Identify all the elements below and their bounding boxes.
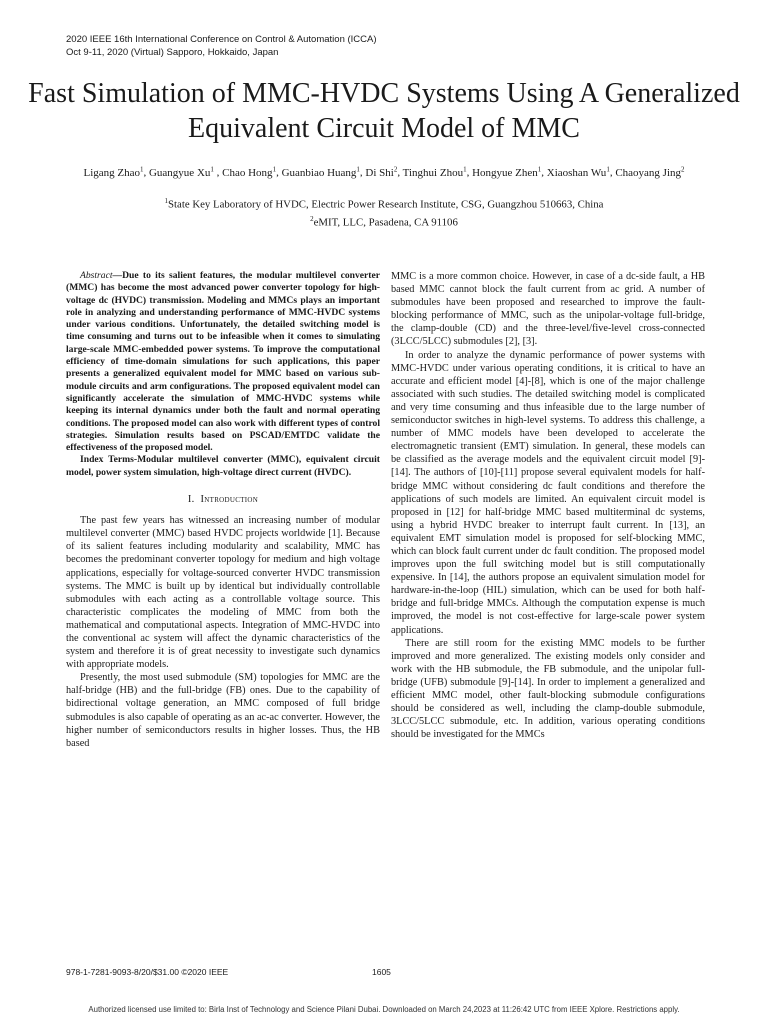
author: Ligang Zhao$^1$ [83,165,144,179]
paper-title: Fast Simulation of MMC-HVDC Systems Using A Generalized Equivalent Circuit Model of MMC [28,78,740,144]
author: Di Shi$^2$ [365,165,398,179]
left-column [66,270,380,750]
paragraph: MMC is a more common choice. However, in case of a dc-side fault, a HB based MMC cannot block the fault current from ac grid. A number of submodules have been proposed and researched to improve the fault-blocking performance of MMC, such as the unipolar-voltage full-bridge, the clamp-double (CD) and the three-level/five-level cross-connected (3LCC/5LCC) submodules [2], [3]. [391,271,705,348]
copyright-footer: 978-1-7281-9093-8/20/$31.00 ©2020 IEEE [66,967,229,977]
abstract: Abstract—Due to its salient features, the modular multilevel converter (MMC) has become the most advanced power converter topology for high-voltage dc (HVDC) transmission. Modeling and MMCs plays an important role in analyzing and understanding performance of MMC-HVDC systems under various conditions. Unfortunately, the detailed switching model is time consuming and turns out to be infeasible when it comes to simulating large-scale MMC-embedded power systems. To improve the computational efficiency of time-domain simulations for such applications, this paper presents a generalized equivalent model for MMC based on various sub-module circuits and arm configurations. The proposed equivalent model can significantly accelerate the simulation of MMC-HVDC systems while keeping its internal dynamics under both the fault and normal operating conditions. The proposed model can also work with different types of control strategies. Simulation results based on PSCAD/EMTDC validate the effectiveness of the proposed model. [66,270,380,454]
paragraph: Presently, the most used submodule (SM) topologies for MMC are the half-bridge (HB) and the full-bridge (FB) ones. Due to the capability of bidirectional voltage generation, an MMC composed of full bridge submodules is also capable of operating as an ac-ac converter. However, the higher number of semiconductors results in higher losses. Thus, the HB based [66,672,380,749]
author: Hongyue Zhen$^1$ [472,165,542,179]
index-terms: Index Terms-Modular multilevel converter (MMC), equivalent circuit model, power system simulation, high-voltage direct current (HVDC). [66,454,380,478]
author: Xiaoshan Wu$^1$ [546,165,610,179]
author: Chao Hong$^1$ [222,165,277,179]
author: Chaoyang Jing$^2$ [615,165,685,179]
affiliation-1: $^1$State Key Laboratory of HVDC, Electric Power Research Institute, CSG, Guangzhou 510663, China [164,197,604,211]
author: Guanbiao Huang$^1$ [281,165,360,179]
paragraph: There are still room for the existing MMC models to be further improved and more generalized. The existing models only consider and work with the HB submodule, the FB submodule, and the unipolar full-bridge (UFB) submodule [9]-[14]. In order to implement a generalized and efficient MMC model, other fault-blocking submodule configurations should be considered as well, including the clamp-double submodule, 3LCC/5LCC submodule, etc. In addition, various operating conditions should be investigated for the MMCs [391,637,705,741]
affiliation-2: $^2$eMIT, LLC, Pasadena, CA 91106 [310,214,458,229]
page-number: 1605 [372,967,391,977]
author: Guangyue Xu$^1$ [148,165,214,179]
paragraph: The past few years has witnessed an increasing number of modular multilevel converter (MMC) based HVDC projects worldwide [1]. Because of its salient features including modularity and scalability, MMC has becomes the predominant converter topology for medium and high voltage applications, especially for voltage-sourced converter HVDC transmission systems. The MMC is built up by identical but individually controllable submodules with each acting as a controllable voltage source. This characteristic complicates the modeling of MMC from both the mathematical and computational aspects. Integration of MMC-HVDC into the conventional ac system will affect the dynamic characteristics of the system and therefore it is of great necessity to investigate such dynamics with appropriate models. [66,515,380,671]
author-list: Ligang Zhao$^1$, Guangyue Xu$^1$ , Chao Hong$^1$, Guanbiao Huang$^1$, Di Shi$^2$, Tinghui Zhou$^1$, Hongyue Zhen$^1$, Xiaoshan Wu$^1$, Chaoyang Jing$^2$ [83,165,685,179]
author: Tinghui Zhou$^1$ [402,165,467,179]
section-heading-introduction: I. Introduction [187,494,259,506]
license-notice: Authorized licensed use limited to: Birla Inst of Technology and Science Pilani Dubai. Downloaded on March 24,2023 at 11:26:42 UTC from IEEE Xplore. Restrictions apply. [88,1005,680,1014]
conference-name: 2020 IEEE 16th International Conference on Control & Automation (ICCA) [66,34,377,45]
right-column [391,270,705,741]
affiliations [40,194,728,229]
conference-header [66,34,377,59]
abstract-text: Due to its salient features, the modular multilevel converter (MMC) has become the most advanced power converter topology for high-voltage dc (HVDC) transmission. Modeling and MMCs plays an important role in analyzing and understanding performance of MMC-HVDC systems under various conditions. Unfortunately, the detailed switching model is time consuming and turns out to be infeasible when it comes to simulating large-scale MMC-embedded power systems. To improve the computational efficiency of time-domain simulations for such applications, this paper presents a generalized equivalent model for MMC based on various sub-module circuits and arm configurations. The proposed equivalent model can significantly accelerate the simulation of MMC-HVDC systems while keeping its internal dynamics under both the fault and normal operating conditions. The proposed model can also work with different types of control strategies. Simulation results based on PSCAD/EMTDC validate the effectiveness of the proposed model. [66,270,380,454]
abstract-label: Abstract [80,270,113,281]
paragraph: In order to analyze the dynamic performance of power systems with MMC-HVDC under various operating conditions, it is critical to have an accurate and efficient model [4]-[8], which is one of the major challenge associated with such studies. The detailed switching model is complicated and very time consuming and thus infeasible due to the large number of semiconductor switches in high-level systems. To address this challenge, a number of MMC models have been developed to accelerate the electromagnetic transient (EMT) simulation. In general, these models can be classified as the average models and the equivalent circuit model [9]-[14]. The authors of [10]-[11] propose several equivalent models for half-bridge MMC without considering dc fault conditions and therefore the applications of such models are limited. An equivalent circuit model is proposed in [12] for half-bridge MMC based multiterminal dc systems, using a hybrid HVDC breaker to interrupt fault current. In [13], an equivalent EMT simulation model is proposed for self-blocking MMC, which can block fault current under dc fault condition. The proposed model improves upon the full switching model but is still computationally expensive. In [14], the authors propose an equivalent simulation model for hardware-in-the-loop (HIL) simulation, which can be used for both half-bridge and full-bridge MMCs. Although the computation expense is much improved, the model is not cost-effective for large-scale power system applications. [391,349,705,636]
conference-date-location: Oct 9-11, 2020 (Virtual) Sapporo, Hokkaido, Japan [66,46,279,58]
